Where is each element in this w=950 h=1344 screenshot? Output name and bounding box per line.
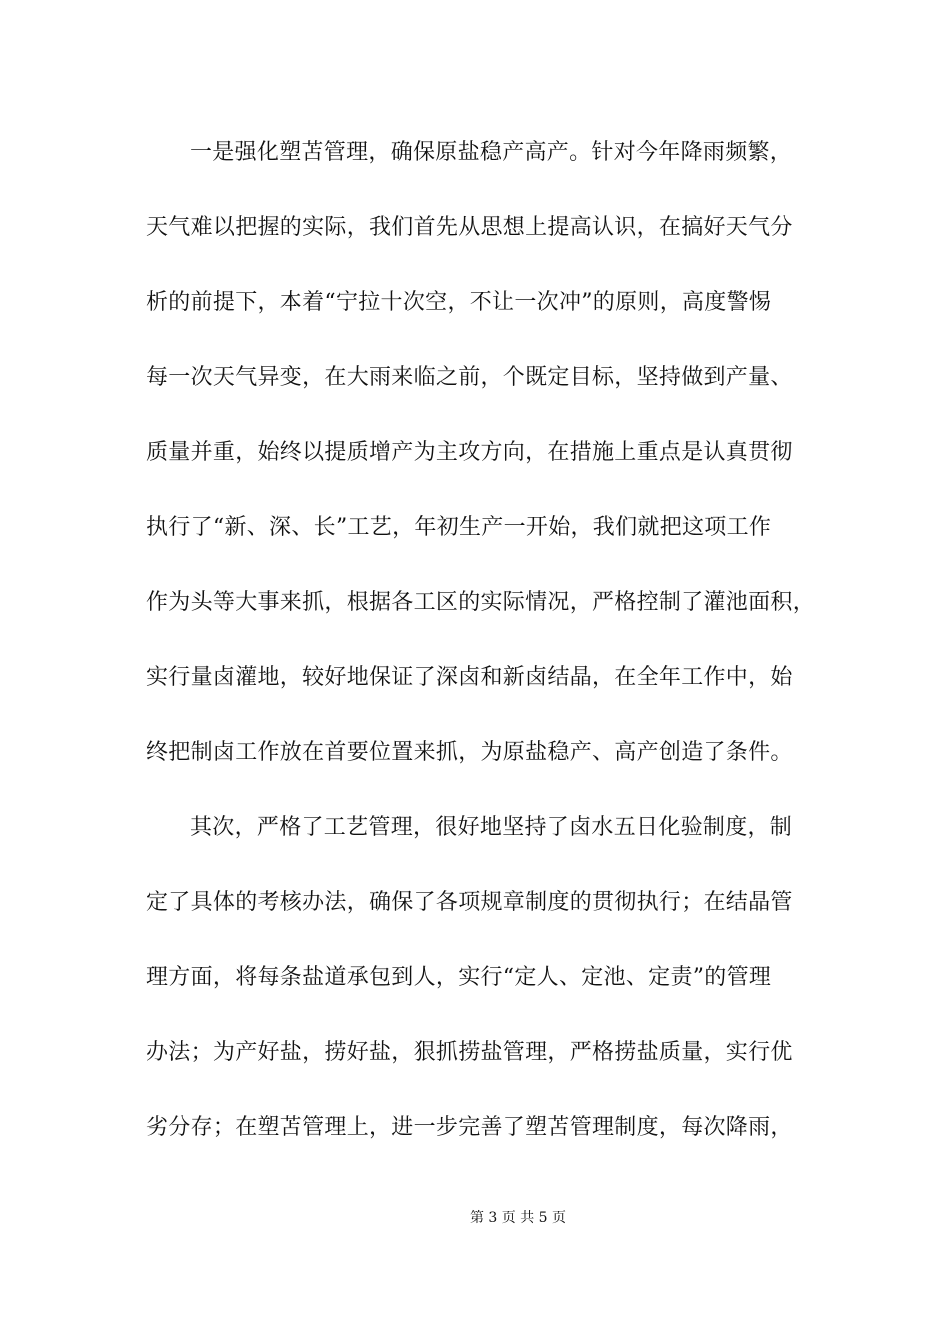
paragraph-1-line-6: 执行了“新、深、长”工艺，年初生产一开始，我们就把这项工作 [146,515,772,540]
paragraph-1-line-7: 作为头等大事来抓，根据各工区的实际情况，严格控制了灌池面积， [146,590,816,615]
paragraph-2-line-3: 理方面，将每条盐道承包到人，实行“定人、定池、定责”的管理 [146,965,772,990]
page-number: 第 3 页 共 5 页 [469,1210,567,1226]
paragraph-1-line-9: 终把制卤工作放在首要位置来抓，为原盐稳产、高产创造了条件。 [146,740,793,765]
paragraph-1-line-8: 实行量卤灌地，较好地保证了深卤和新卤结晶，在全年工作中，始 [146,665,793,690]
paragraph-1-line-4: 每一次天气异变，在大雨来临之前，个既定目标，坚持做到产量、 [146,365,793,390]
paragraph-2-line-4: 办法；为产好盐，捞好盐，狠抓捞盐管理，严格捞盐质量，实行优 [146,1040,793,1065]
page-footer [0,1208,950,1228]
paragraph-2-line-1: 其次，严格了工艺管理，很好地坚持了卤水五日化验制度，制 [190,815,793,840]
paragraph-1-line-1: 一是强化塑苫管理，确保原盐稳产高产。针对今年降雨频繁， [190,140,793,165]
paragraph-1-line-5: 质量并重，始终以提质增产为主攻方向，在措施上重点是认真贯彻 [146,440,793,465]
paragraph-2-line-2: 定了具体的考核办法，确保了各项规章制度的贯彻执行；在结晶管 [146,890,793,915]
paragraph-1-line-3: 析的前提下，本着“宁拉十次空，不让一次冲”的原则，高度警惕 [146,290,772,315]
paragraph-1-line-2: 天气难以把握的实际，我们首先从思想上提高认识，在搞好天气分 [146,215,793,240]
paragraph-2-line-5: 劣分存；在塑苫管理上，进一步完善了塑苫管理制度，每次降雨， [146,1115,793,1140]
